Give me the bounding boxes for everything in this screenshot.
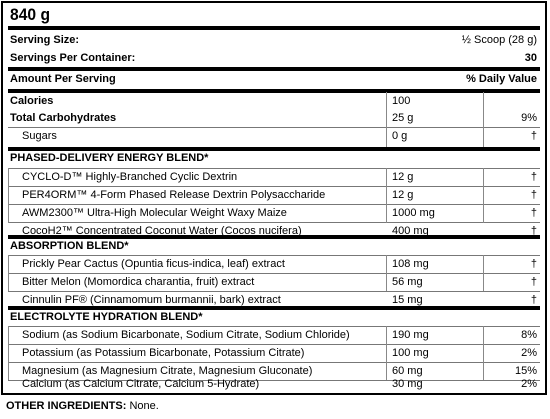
other-ingredients-label: OTHER INGREDIENTS: — [6, 400, 127, 412]
blend-title: ABSORPTION BLEND* — [10, 240, 129, 252]
ingredient-dv: † — [530, 207, 537, 219]
ingredient-dv: † — [530, 276, 537, 288]
sugars-amount: 0 g — [392, 130, 408, 142]
column-rule — [386, 92, 387, 147]
ingredient-amount: 15 mg — [392, 294, 423, 306]
ingredient-amount: 1000 mg — [392, 207, 435, 219]
amount-per-serving-header: Amount Per Serving — [10, 73, 116, 85]
calories-amount: 100 — [392, 95, 411, 107]
serving-size-row — [8, 31, 540, 50]
ingredient-amount: 56 mg — [392, 276, 423, 288]
ingredient-dv: † — [530, 225, 537, 237]
ingredient-label: CocoH2™ Concentrated Coconut Water (Cocos nucifera) — [22, 225, 302, 237]
net-weight: 840 g — [10, 5, 51, 24]
amount-header-row — [8, 70, 540, 89]
servings-per-container-row — [8, 49, 540, 68]
ingredient-label: AWM2300™ Ultra-High Molecular Weight Waxy Maize — [22, 207, 287, 219]
ingredient-label: Sodium (as Sodium Bicarbonate, Sodium Citrate, Sodium Chloride) — [22, 329, 350, 341]
servings-per-container-value: 30 — [524, 52, 537, 64]
ingredient-dv: † — [530, 189, 537, 201]
column-rule — [386, 326, 387, 380]
column-rule — [483, 326, 484, 380]
ingredient-amount: 60 mg — [392, 365, 423, 377]
ingredient-dv: 15% — [514, 365, 537, 377]
ingredient-label: Calcium (as Calcium Citrate, Calcium 5-Hydrate) — [22, 378, 260, 390]
calories-label: Calories — [10, 95, 54, 107]
ingredient-dv: † — [530, 258, 537, 270]
ingredient-label: Potassium (as Potassium Bicarbonate, Potassium Citrate) — [22, 347, 305, 359]
column-rule — [8, 326, 9, 380]
ingredient-label: Bitter Melon (Momordica charantia, fruit) extract — [22, 276, 255, 288]
ingredient-amount: 12 g — [392, 171, 414, 183]
divider-thick — [8, 26, 540, 30]
ingredient-row — [8, 168, 540, 187]
other-ingredients — [6, 398, 159, 414]
column-rule — [483, 255, 484, 291]
ingredient-amount: 30 mg — [392, 378, 423, 390]
sugars-label: Sugars — [22, 130, 57, 142]
column-rule — [483, 92, 484, 147]
column-rule — [8, 168, 9, 223]
other-ingredients-value: None. — [129, 400, 159, 412]
ingredient-amount: 100 mg — [392, 347, 429, 359]
column-rule — [386, 255, 387, 291]
ingredient-row — [8, 255, 540, 274]
sugars-dv: † — [530, 130, 537, 142]
ingredient-dv: 2% — [521, 378, 537, 390]
servings-per-container-label: Servings Per Container: — [10, 52, 136, 64]
ingredient-amount: 12 g — [392, 189, 414, 201]
ingredient-label: Magnesium (as Magnesium Citrate, Magnesium Gluconate) — [22, 365, 313, 377]
ingredient-row — [8, 186, 540, 205]
ingredient-dv: † — [530, 171, 537, 183]
blend-title: ELECTROLYTE HYDRATION BLEND* — [10, 311, 203, 323]
ingredient-amount: 108 mg — [392, 258, 429, 270]
ingredient-row — [8, 326, 540, 345]
daily-value-header: % Daily Value — [466, 73, 537, 85]
ingredient-amount: 190 mg — [392, 329, 429, 341]
total-carbs-label: Total Carbohydrates — [10, 112, 117, 124]
total-carbs-row — [8, 109, 540, 128]
ingredient-amount: 400 mg — [392, 225, 429, 237]
ingredient-dv: † — [530, 294, 537, 306]
ingredient-row — [8, 375, 540, 394]
total-carbs-dv: 9% — [521, 112, 537, 124]
ingredient-row — [8, 344, 540, 363]
ingredient-row — [8, 273, 540, 292]
supplement-facts-panel — [1, 1, 547, 395]
blend-title: PHASED-DELIVERY ENERGY BLEND* — [10, 152, 209, 164]
column-rule — [386, 168, 387, 223]
sugars-row — [8, 127, 540, 146]
serving-size-value: ½ Scoop (28 g) — [461, 34, 537, 46]
column-rule — [8, 255, 9, 291]
column-rule — [483, 168, 484, 223]
serving-size-label: Serving Size: — [10, 34, 80, 46]
ingredient-label: CYCLO-D™ Highly-Branched Cyclic Dextrin — [22, 171, 238, 183]
ingredient-row — [8, 204, 540, 223]
total-carbs-amount: 25 g — [392, 112, 414, 124]
ingredient-dv: 8% — [521, 329, 537, 341]
ingredient-label: Prickly Pear Cactus (Opuntia ficus-indica, leaf) extract — [22, 258, 285, 270]
ingredient-label: Cinnulin PF® (Cinnamomum burmannii, bark) extract — [22, 294, 281, 306]
ingredient-dv: 2% — [521, 347, 537, 359]
ingredient-label: PER4ORM™ 4-Form Phased Release Dextrin Polysaccharide — [22, 189, 326, 201]
